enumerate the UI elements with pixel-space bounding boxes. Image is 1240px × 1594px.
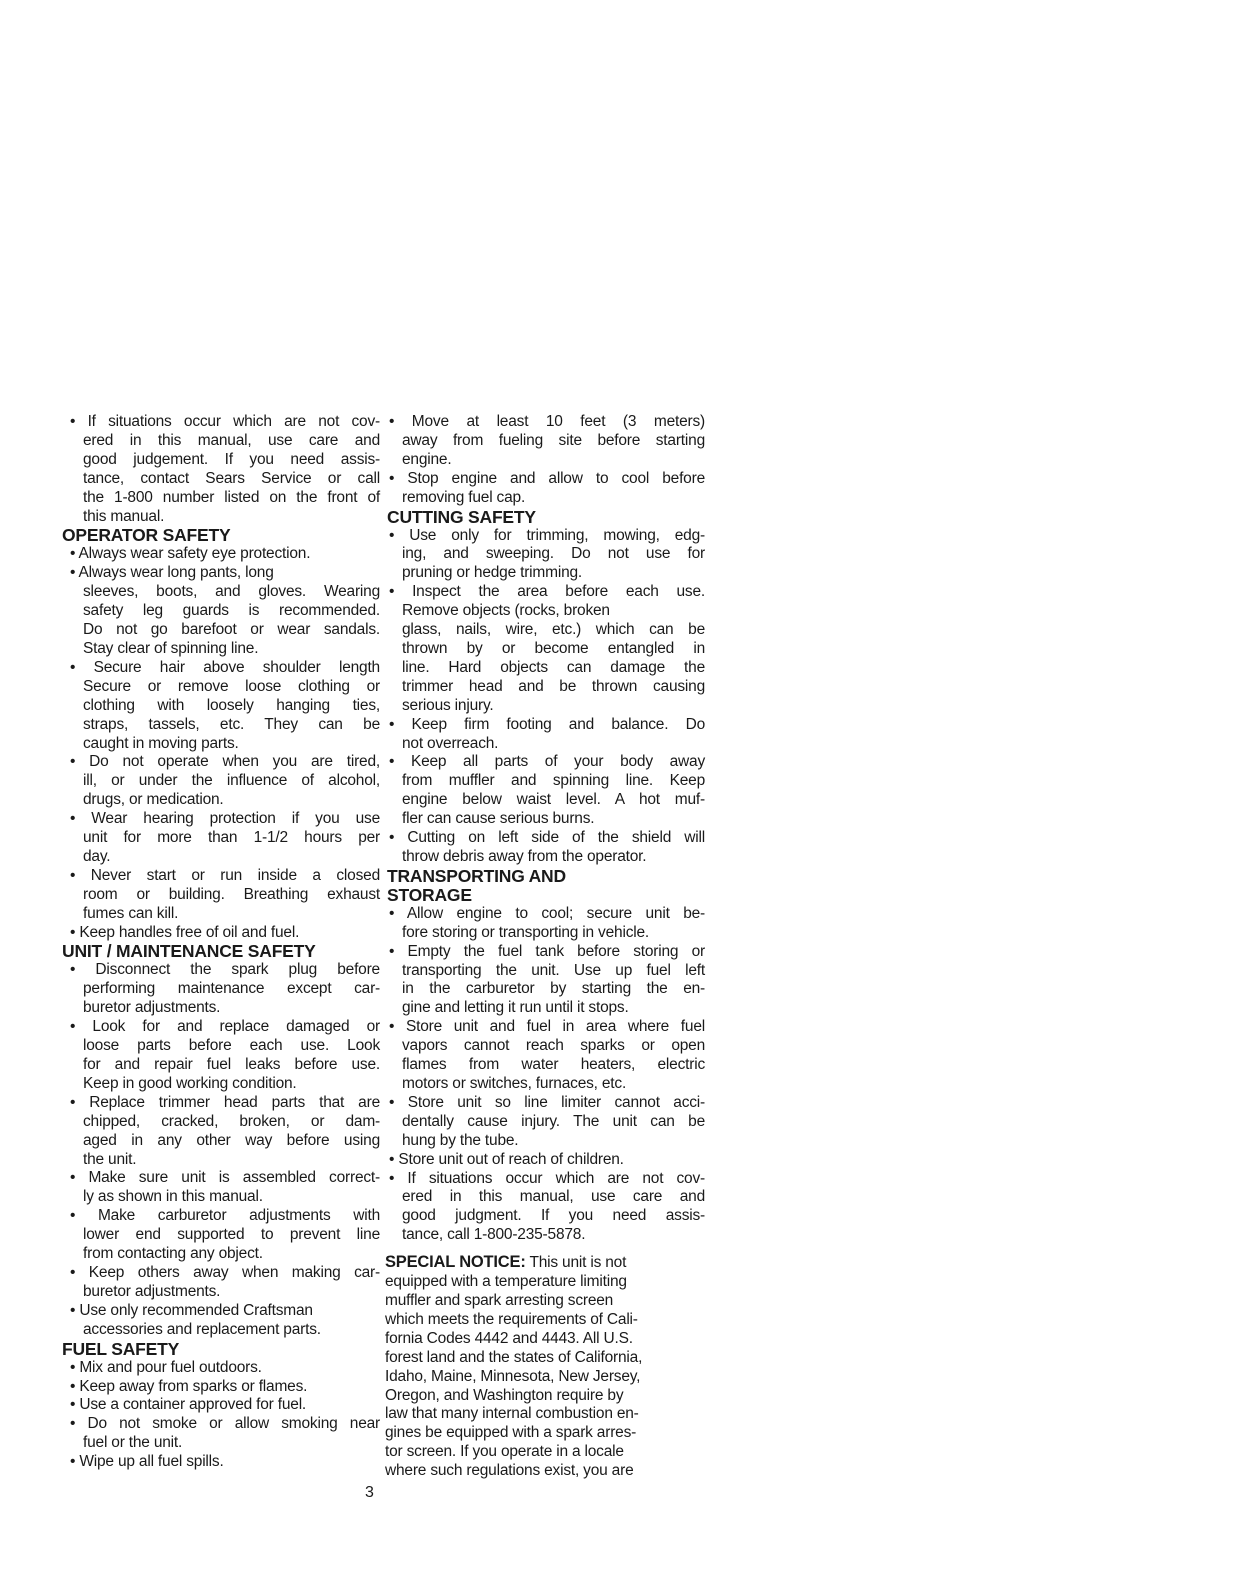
special-notice-line: where such regulations exist, you are [385,1462,634,1480]
bullet-text: away from fueling site before starting [402,431,705,449]
bullet-line [60,716,380,735]
bullet-dot-icon: • [70,564,79,582]
bullet-text: Keep all parts of your body away [410,753,705,771]
bullet-text: aged in any other way before using [83,1131,380,1149]
bullet-dot-icon: • [389,1169,408,1187]
bullet-line [60,583,380,602]
bullet-text: buretor adjustments. [83,999,221,1017]
bullet-line [60,489,380,508]
bullet-text: Empty the fuel tank before storing or [407,942,705,960]
bullet-line [60,980,380,999]
bullet-first-line [60,810,380,829]
section-heading-fuel-safety: FUEL SAFETY [62,1338,180,1359]
bullet-item [385,829,705,867]
bullet-first-line [60,659,380,678]
bullet-text: tance, contact Sears Service or call [83,469,380,487]
special-notice-line: Oregon, and Washington require by [385,1386,624,1404]
bullet-item [60,1415,380,1453]
bullet-text: Secure hair above shoulder length [93,658,380,676]
bullet-dot-icon: • [70,1396,80,1414]
bullet-text: from muffler and spinning line. Keep [402,772,705,790]
bullet-line [60,1283,380,1302]
bullet-dot-icon: • [70,1377,80,1395]
bullet-first-line [385,829,705,848]
bullet-text: loose parts before each use. Look [83,1037,380,1055]
bullet-text: caught in moving parts. [83,734,239,752]
bullet-item [60,1264,380,1302]
bullet-item [385,905,705,943]
bullet-text: Do not smoke or allow smoking near [87,1415,380,1433]
bullet-line [60,1226,380,1245]
bullet-text: Cutting on left side of the shield will [407,829,705,847]
bullet-text: Allow engine to cool; secure unit be- [406,904,706,922]
bullet-text: hung by the tube. [402,1131,519,1149]
bullet-text: Disconnect the spark plug before [95,961,380,979]
bullet-text: line. Hard objects can damage the [402,658,705,676]
bullet-text: Never start or run inside a closed [90,866,380,884]
bullet-text: Secure or remove loose clothing or [83,677,380,695]
bullet-item [60,1169,380,1207]
bullet-line [385,621,705,640]
bullet-dot-icon: • [70,923,80,941]
bullet-line [385,697,705,716]
special-notice-line: tor screen. If you operate in a locale [385,1443,624,1461]
bullet-text: ered in this manual, use care and [83,431,380,449]
bullet-item [60,564,380,659]
bullet-item [385,470,705,508]
bullet-line [385,1075,705,1094]
bullet-text: throw debris away from the operator. [402,847,647,865]
bullet-line [60,1113,380,1132]
bullet-line [385,1188,705,1207]
bullet-line [385,1207,705,1226]
bullet-text: lower end supported to prevent line [83,1226,380,1244]
bullet-text: fler can cause serious burns. [402,810,595,828]
bullet-text: ly as shown in this manual. [83,1188,263,1206]
bullet-item [60,1396,380,1415]
bullet-first-line [385,583,705,602]
bullet-dot-icon: • [70,1415,88,1433]
bullet-text: removing fuel cap. [402,488,526,506]
bullet-dot-icon: • [389,942,408,960]
bullet-first-line [60,1302,380,1321]
bullet-line [60,735,380,754]
bullet-text: Keep others away when making car- [88,1263,380,1281]
bullet-first-line [60,753,380,772]
bullet-dot-icon: • [389,829,408,847]
bullet-line [60,905,380,924]
bullet-first-line [60,1396,380,1415]
bullet-first-line [385,527,705,546]
bullet-line [385,791,705,810]
bullet-text: If situations occur which are not cov- [87,413,380,430]
bullet-line [385,772,705,791]
bullet-item [60,413,380,526]
bullet-line [60,602,380,621]
bullet-text: gine and letting it run until it stops. [402,999,629,1017]
bullet-line [60,1151,380,1170]
bullet-text: fore storing or transporting in vehicle. [402,923,650,941]
bullet-line [60,848,380,867]
bullet-dot-icon: • [389,1093,408,1111]
bullet-line [60,886,380,905]
special-notice-line: Idaho, Maine, Minnesota, New Jersey, [385,1367,641,1385]
section-heading-cutting-safety: CUTTING SAFETY [387,506,536,527]
bullet-line [60,1245,380,1264]
bullet-line [60,829,380,848]
bullet-line [385,735,705,754]
bullet-line [60,791,380,810]
bullet-item [60,961,380,1018]
bullet-dot-icon: • [70,1301,80,1319]
bullet-first-line [385,1094,705,1113]
bullet-dot-icon: • [389,904,407,922]
bullet-first-line [385,1170,705,1189]
bullet-line [60,451,380,470]
bullet-text: Inspect the area before each use. [412,583,705,601]
bullet-item [385,1094,705,1151]
bullet-item [60,810,380,867]
special-notice [385,1253,705,1481]
bullet-dot-icon: • [389,469,408,487]
bullet-text: Mix and pour fuel outdoors. [79,1358,262,1376]
bullet-text: Keep away from sparks or flames. [79,1377,308,1395]
bullet-dot-icon: • [70,1263,89,1281]
bullet-line [385,962,705,981]
bullet-first-line [60,1018,380,1037]
bullet-first-line [60,545,380,564]
bullet-text: engine. [402,450,452,468]
special-notice-line: which meets the requirements of Cali- [385,1310,638,1328]
bullet-line [385,451,705,470]
bullet-line [385,564,705,583]
bullet-dot-icon: • [389,413,412,430]
right-column [385,413,705,1481]
bullet-item [60,545,380,564]
bullet-text: dentally cause injury. The unit can be [402,1112,705,1130]
bullet-first-line [385,905,705,924]
bullet-text: clothing with loosely hanging ties, [83,696,380,714]
bullet-item [60,1359,380,1378]
bullet-line [385,432,705,451]
bullet-text: this manual. [83,507,165,525]
bullet-line [385,640,705,659]
bullet-line [385,1226,705,1245]
bullet-first-line [385,753,705,772]
bullet-text: Remove objects (rocks, broken [402,602,610,620]
section-heading-line: TRANSPORTING AND [387,865,566,886]
bullet-text: Do not operate when you are tired, [89,753,380,771]
bullet-line [385,999,705,1018]
bullet-text: Stay clear of spinning line. [83,639,259,657]
bullet-text: thrown by or become entangled in [402,639,705,657]
special-notice-line: fornia Codes 4442 and 4443. All U.S. [385,1329,633,1347]
bullet-text: good judgement. If you need assis- [83,450,380,468]
bullet-item [60,1378,380,1397]
section-heading-line: STORAGE [387,884,472,905]
bullet-dot-icon: • [70,866,91,884]
bullet-first-line [60,961,380,980]
bullet-text: safety leg guards is recommended. [83,602,380,620]
bullet-text: accessories and replacement parts. [83,1320,321,1338]
bullet-first-line [60,924,380,943]
bullet-text: fumes can kill. [83,904,179,922]
bullet-text: Use only recommended Craftsman [79,1301,313,1319]
bullet-text: Wear hearing protection if you use [91,810,380,828]
bullet-dot-icon: • [70,545,79,563]
bullet-text: not overreach. [402,734,499,752]
bullet-line [60,1434,380,1453]
bullet-line [385,545,705,564]
bullet-text: Move at least 10 feet (3 meters) [411,413,705,430]
bullet-item [385,527,705,584]
bullet-text: transporting the unit. Use up fuel left [402,961,705,979]
bullet-dot-icon: • [389,715,412,733]
bullet-text: day. [83,847,111,865]
bullet-dot-icon: • [389,1018,406,1036]
bullet-text: ill, or under the influence of alcohol, [83,772,380,790]
bullet-line [60,470,380,489]
bullet-dot-icon: • [389,526,410,544]
bullet-line [60,772,380,791]
bullet-text: in the carburetor by starting the en- [402,980,705,998]
special-notice-line: equipped with a temperature limiting [385,1273,627,1291]
bullet-item [385,753,705,829]
bullet-first-line [60,1415,380,1434]
bullet-text: pruning or hedge trimming. [402,564,583,582]
bullet-text: Always wear safety eye protection. [78,545,311,563]
bullet-line [385,1113,705,1132]
bullet-text: Make carburetor adjustments with [97,1207,380,1225]
bullet-first-line [60,1094,380,1113]
left-column [60,413,380,1472]
bullet-text: good judgment. If you need assis- [402,1207,705,1225]
bullet-text: sleeves, boots, and gloves. Wearing [83,583,380,601]
bullet-first-line [385,1018,705,1037]
bullet-line [60,640,380,659]
bullet-dot-icon: • [70,1093,90,1111]
bullet-item [60,867,380,924]
bullet-first-line [385,413,705,432]
bullet-first-line [385,943,705,962]
bullet-text: If situations occur which are not cov- [407,1169,705,1187]
bullet-item [60,1302,380,1340]
bullet-text: the 1-800 number listed on the front of [83,488,380,506]
bullet-first-line [385,470,705,489]
bullet-text: for and repair fuel leaks before use. [83,1056,380,1073]
bullet-text: tance, call 1-800-235-5878. [402,1226,586,1244]
bullet-text: room or building. Breathing exhaust [83,885,380,903]
bullet-text: engine below waist level. A hot muf- [402,791,705,809]
bullet-text: ered in this manual, use care and [402,1188,705,1206]
bullet-first-line [60,1207,380,1226]
special-notice-text: This unit is not [525,1254,627,1272]
bullet-text: performing maintenance except car- [83,980,380,998]
bullet-text: Replace trimmer head parts that are [89,1093,380,1111]
page-number: 3 [365,1484,374,1501]
bullet-first-line [385,1151,705,1170]
bullet-line [60,999,380,1018]
bullet-item [60,1018,380,1094]
bullet-first-line [60,1169,380,1188]
bullet-text: glass, nails, wire, etc.) which can be [402,621,705,639]
bullet-line [60,621,380,640]
bullet-text: motors or switches, furnaces, etc. [402,1075,627,1092]
section-heading-unit-maintenance-safety: UNIT / MAINTENANCE SAFETY [62,941,316,962]
bullet-line [60,678,380,697]
bullet-line [385,659,705,678]
bullet-item [385,1170,705,1246]
bullet-dot-icon: • [70,961,96,979]
bullet-line [385,1056,705,1075]
bullet-text: Always wear long pants, long [78,564,274,582]
bullet-first-line [60,867,380,886]
bullet-first-line [60,1264,380,1283]
bullet-text: Store unit and fuel in area where fuel [405,1018,705,1036]
bullet-line [60,1056,380,1075]
bullet-line [385,602,705,621]
bullet-dot-icon: • [389,583,413,601]
bullet-line [385,1037,705,1056]
bullet-first-line [385,716,705,735]
bullet-text: Use only for trimming, mowing, edg- [409,526,705,544]
bullet-text: Stop engine and allow to cool before [407,469,705,487]
bullet-text: chipped, cracked, broken, or dam- [83,1112,380,1130]
special-notice-line: gines be equipped with a spark arres- [385,1424,637,1442]
bullet-dot-icon: • [70,658,94,676]
bullet-text: serious injury. [402,696,494,714]
bullet-dot-icon: • [70,1207,98,1225]
bullet-text: Make sure unit is assembled correct- [88,1169,380,1187]
bullet-item [385,943,705,1019]
bullet-line [60,432,380,451]
special-notice-line: law that many internal combustion en- [385,1405,639,1423]
bullet-dot-icon: • [70,413,88,430]
bullet-text: fuel or the unit. [83,1434,183,1452]
bullet-dot-icon: • [70,1358,80,1376]
special-notice-title: SPECIAL NOTICE: [385,1253,526,1272]
bullet-line [60,1132,380,1151]
bullet-item [60,924,380,943]
bullet-dot-icon: • [70,1453,80,1471]
bullet-text: drugs, or medication. [83,791,224,809]
bullet-line [60,1188,380,1207]
bullet-line [385,848,705,867]
bullet-text: ing, and sweeping. Do not use for [402,545,705,563]
special-notice-first-line [385,1253,705,1273]
bullet-item [385,716,705,754]
spacer [385,1245,705,1253]
bullet-text: Keep firm footing and balance. Do [411,715,705,733]
bullet-text: Do not go barefoot or wear sandals. [83,621,380,639]
bullet-line [385,678,705,697]
bullet-line [385,980,705,999]
bullet-line [385,489,705,508]
bullet-item [60,1094,380,1170]
bullet-item [60,659,380,754]
bullet-text: unit for more than 1-1/2 hours per [83,829,380,847]
bullet-dot-icon: • [389,753,411,771]
bullet-text: straps, tassels, etc. They can be [83,715,380,733]
bullet-item [60,753,380,810]
bullet-text: from contacting any object. [83,1245,263,1263]
bullet-text: vapors cannot reach sparks or open [402,1037,705,1055]
bullet-text: Keep handles free of oil and fuel. [79,923,300,941]
bullet-first-line [60,564,380,583]
bullet-line [60,1037,380,1056]
bullet-line [385,924,705,943]
bullet-dot-icon: • [70,810,92,828]
bullet-text: trimmer head and be thrown causing [402,677,705,695]
bullet-dot-icon: • [70,1169,89,1187]
bullet-item [60,1207,380,1264]
special-notice-line: forest land and the states of California, [385,1348,643,1366]
bullet-text: buretor adjustments. [83,1282,221,1300]
bullet-text: flames from water heaters, electric [402,1056,705,1074]
bullet-dot-icon: • [70,753,90,771]
bullet-dot-icon: • [70,1018,93,1036]
bullet-line [60,508,380,527]
bullet-line [60,1321,380,1340]
bullet-line [385,810,705,829]
bullet-text: Store unit so line limiter cannot acci- [407,1093,706,1111]
bullet-line [60,1075,380,1094]
bullet-first-line [60,413,380,432]
bullet-text: Look for and replace damaged or [92,1018,380,1036]
bullet-line [60,697,380,716]
bullet-text: Wipe up all fuel spills. [79,1453,224,1471]
bullet-first-line [60,1378,380,1397]
bullet-text: Use a container approved for fuel. [79,1396,307,1414]
bullet-text: Store unit out of reach of children. [398,1150,624,1168]
bullet-dot-icon: • [389,1150,399,1168]
bullet-text: the unit. [83,1150,137,1168]
bullet-first-line [60,1359,380,1378]
bullet-first-line [60,1453,380,1472]
section-heading-operator-safety: OPERATOR SAFETY [62,525,231,546]
bullet-item [385,583,705,715]
bullet-item [60,1453,380,1472]
bullet-text: Keep in good working condition. [83,1074,297,1092]
bullet-item [385,1018,705,1094]
special-notice-line: muffler and spark arresting screen [385,1291,614,1309]
bullet-line [385,1132,705,1151]
bullet-item [385,1151,705,1170]
bullet-item [385,413,705,470]
